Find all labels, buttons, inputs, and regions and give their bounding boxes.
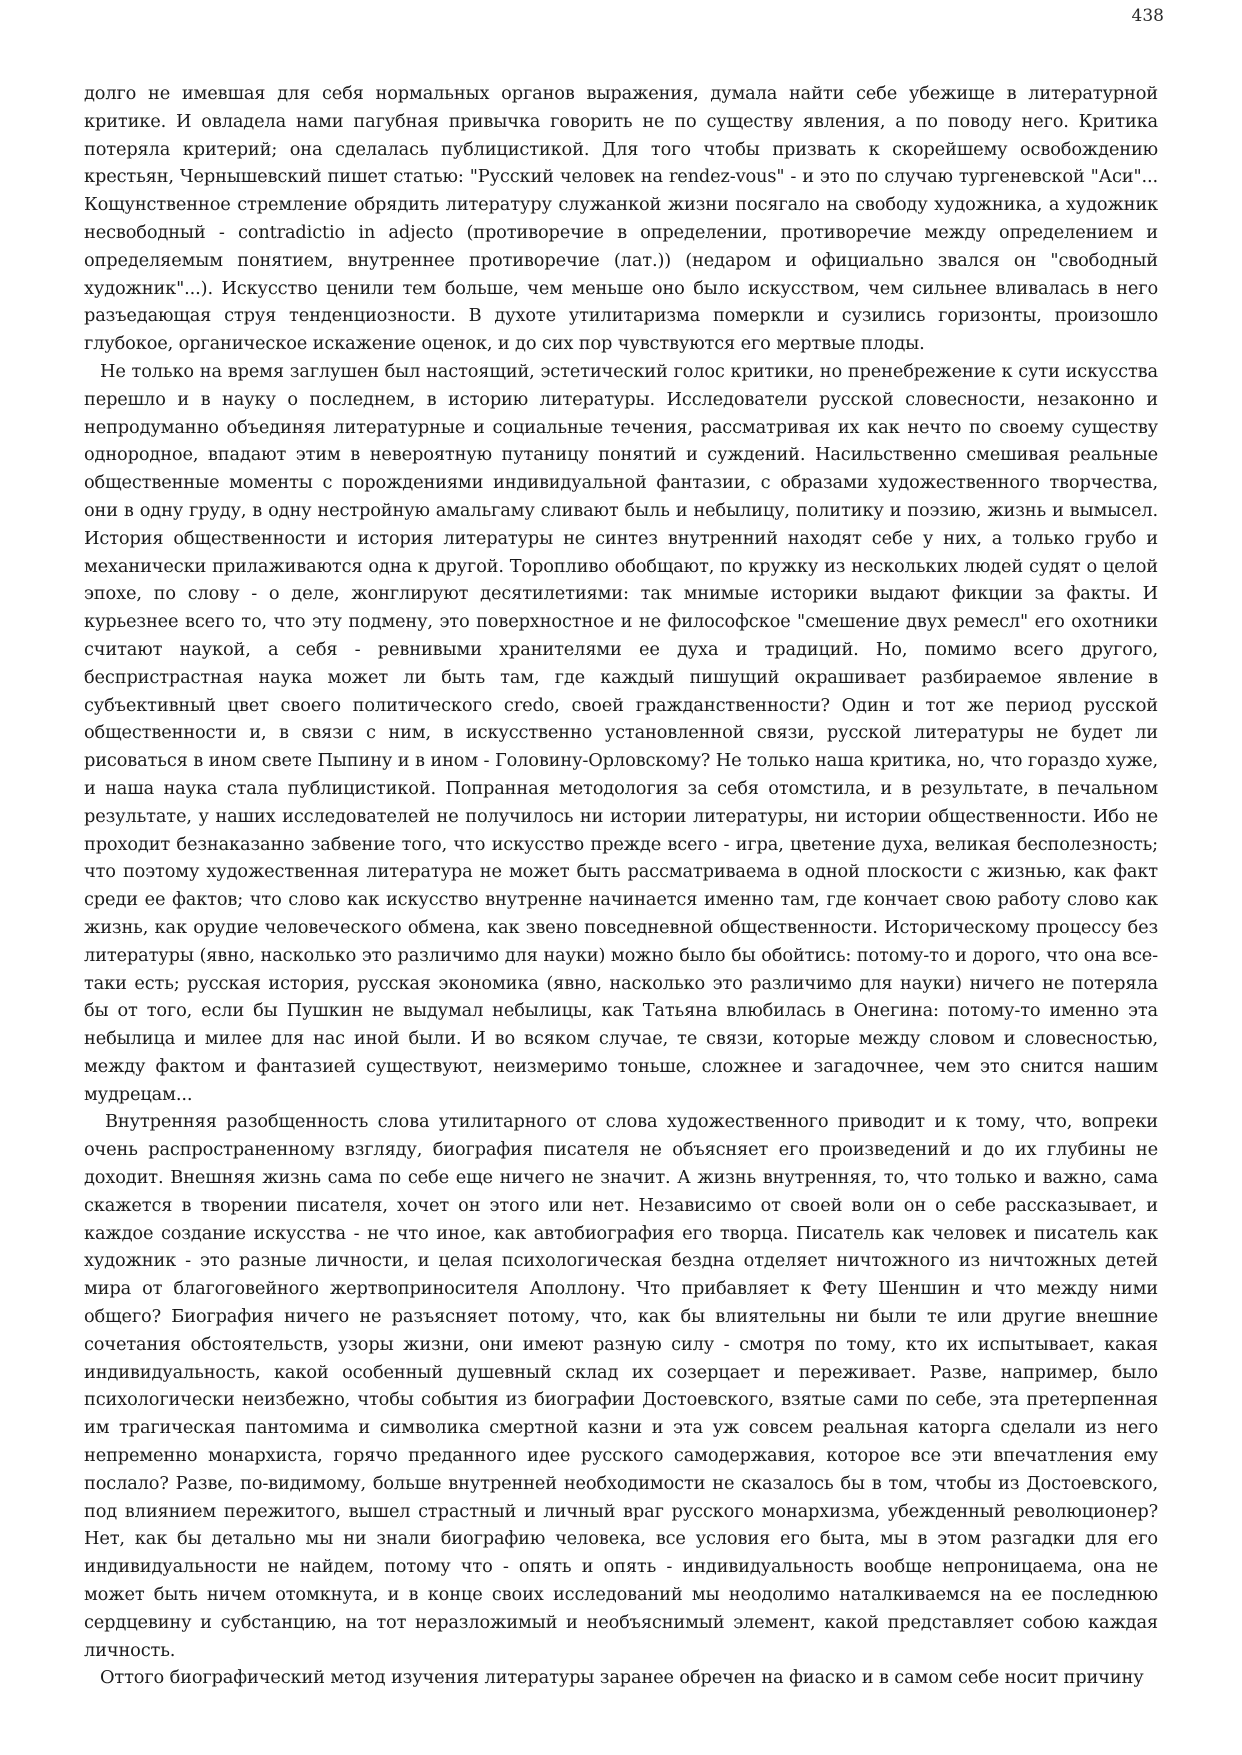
paragraph: долго не имевшая для себя нормальных органов выражения, думала найти себе убежище в литературной критике. И овладела нами пагубная привычка говорить не по существу явления, а по поводу него. Критика потеряла критерий; она сделалась публицистикой. Для того чтобы призвать к скорейшему освобождению крестьян, Чернышевский пишет статью: "Русский человек на rendez-vous" - и это по случаю тургеневской "Аси"... Кощунственное стремление обрядить литературу служанкой жизни посягало на свободу художника, а художник несвободный - contradictio in adjecto (противоречие в определении, противоречие между определением и определяемым понятием, внутреннее противоречие (лат.)) (недаром и официально звался он "свободный художник"...). Искусство ценили тем больше, чем меньше оно было искусством, чем сильнее вливалась в него разъедающая струя тенденциозности. В духоте утилитаризма померкли и сузились горизонты, произошло глубокое, органическое искажение оценок, и до сих пор чувствуются его мертвые плоды. <box>84 83 1158 355</box>
paragraph: Не только на время заглушен был настоящий, эстетический голос критики, но пренебрежение к сути искусства перешло и в науку о последнем, в историю литературы. Исследователи русской словесности, незаконно и непродуманно объединяя литературные и социальные течения, рассматривая их как нечто по своему существу однородное, впадают этим в невероятную путаницу понятий и суждений. Насильственно смешивая реальные общественные моменты с порождениями индивидуальной фантазии, с образами художественного творчества, они в одну груду, в одну нестройную амальгаму сливают быль и небылицу, политику и поэзию, жизнь и вымысел. История общественности и история литературы не синтез внутренний находят себе у них, а только грубо и механически прилаживаются одна к другой. Торопливо обобщают, по кружку из нескольких людей судят о целой эпохе, по слову - о деле, жонглируют десятилетиями: так мнимые историки выдают фикции за факты. И курьезнее всего то, что эту подмену, это поверхностное и не философское "смешение двух ремесл" его охотники считают наукой, а себя - ревнивыми хранителями ее духа и традиций. Но, помимо всего другого, беспристрастная наука может ли быть там, где каждый пишущий окрашивает разбираемое явление в субъективный цвет своего политического credo, своей гражданственности? Один и тот же период русской общественности и, в связи с ним, в искусственно установленной связи, русской литературы не будет ли рисоваться в ином свете Пыпину и в ином - Головину-Орловскому? Не только наша критика, но, что гораздо хуже, и наша наука стала публицистикой. Попранная методология за себя отомстила, и в результате, в печальном результате, у наших исследователей не получилось ни истории литературы, ни истории общественности. Ибо не проходит безнаказанно забвение того, что искусство прежде всего - игра, цветение духа, великая бесполезность; что поэтому художественная литература не может быть рассматриваема в одной плоскости с жизнью, как факт среди ее фактов; что слово как искусство внутренне начинается именно там, где кончает свою работу слово как жизнь, как орудие человеческого обмена, как звено повседневной общественности. Историческому процессу без литературы (явно, насколько это различимо для науки) можно было бы обойтись: потому-то и дорого, что она все-таки есть; русская история, русская экономика (явно, насколько это различимо для науки) ничего не потеряла бы от того, если бы Пушкин не выдумал небылицы, как Татьяна влюбилась в Онегина: потому-то именно эта небылица и милее для нас иной были. И во всяком случае, те связи, которые между словом и словесностью, между фактом и фантазией существуют, неизмеримо тоньше, сложнее и загадочнее, чем это снится нашим мудрецам... <box>84 360 1158 1105</box>
page-number: 438 <box>1131 6 1164 26</box>
page-body <box>84 80 1158 1692</box>
paragraph: Внутренняя разобщенность слова утилитарного от слова художественного приводит и к тому, что, вопреки очень распространенному взгляду, биография писателя не объясняет его произведений и до их глубины не доходит. Внешняя жизнь сама по себе еще ничего не значит. А жизнь внутренняя, то, что только и важно, сама скажется в творении писателя, хочет он этого или нет. Независимо от своей воли он о себе рассказывает, и каждое создание искусства - не что иное, как автобиография его творца. Писатель как человек и писатель как художник - это разные личности, и целая психологическая бездна отделяет ничтожного из ничтожных детей мира от благоговейного жертвоприносителя Аполлону. Что прибавляет к Фету Шеншин и что между ними общего? Биография ничего не разъясняет потому, что, как бы влиятельны ни были те или другие внешние сочетания обстоятельств, узоры жизни, они имеют разную силу - смотря по тому, кто их испытывает, какая индивидуальность, какой особенный душевный склад их созерцает и переживает. Разве, например, было психологически неизбежно, чтобы события из биографии Достоевского, взятые сами по себе, эта претерпенная им трагическая пантомима и символика смертной казни и эта уж совсем реальная каторга сделали из него непременно монархиста, горячо преданного идее русского самодержавия, которое все эти впечатления ему послало? Разве, по-видимому, больше внутренней необходимости не сказалось бы в том, чтобы из Достоевского, под влиянием пережитого, вышел страстный и личный враг русского монархизма, убежденный революционер? Нет, как бы детально мы ни знали биографию человека, все условия его быта, мы в этом разгадки для его индивидуальности не найдем, потому что - опять и опять - индивидуальность вообще непроницаема, она не может быть ничем отомкнута, и в конце своих исследований мы неодолимо наталкиваемся на ее последнюю сердцевину и субстанцию, на тот неразложимый и необъяснимый элемент, какой представляет собою каждая личность. <box>84 1111 1158 1661</box>
paragraph: Оттого биографический метод изучения литературы заранее обречен на фиаско и в самом себе носит причину <box>100 1667 1144 1689</box>
